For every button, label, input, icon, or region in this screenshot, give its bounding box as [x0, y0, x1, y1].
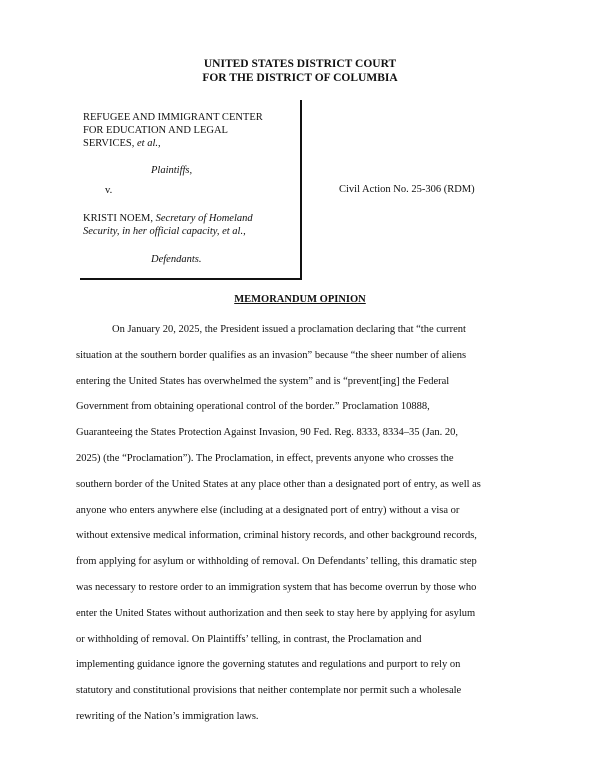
court-district: FOR THE DISTRICT OF COLUMBIA [202, 72, 398, 84]
body-line: situation at the southern border qualifies as an invasion” because “the sheer number of aliens [76, 349, 467, 361]
defendant-title-cont: Security, in her official capacity, et al., [83, 226, 246, 237]
plaintiff-line-last [83, 137, 293, 150]
body-line: statutory and constitutional provisions that neither contemplate nor permit such a wholesale [76, 685, 462, 697]
body-line: 2025) (the “Proclamation”). The Proclamation, in effect, prevents anyone who crosses the [76, 452, 454, 464]
defendant-role: Defendants. [151, 254, 202, 265]
body-line: Government from obtaining operational control of the border.” Proclamation 10888, [76, 401, 430, 413]
opinion-paragraph [76, 317, 536, 730]
plaintiff-line: REFUGEE AND IMMIGRANT CENTER [83, 112, 263, 123]
body-line: from applying for asylum or withholding of removal. On Defendants’ telling, this dramatic step [76, 556, 477, 568]
plaintiff-line: SERVICES, [83, 138, 135, 149]
defendant-line-1 [83, 212, 298, 225]
defendant-name: KRISTI NOEM, [83, 213, 153, 224]
plaintiff-party [83, 111, 293, 150]
civil-action-number: Civil Action No. 25-306 (RDM) [339, 184, 475, 195]
plaintiff-role: Plaintiffs, [151, 165, 193, 176]
case-caption [80, 100, 302, 280]
body-line: On January 20, 2025, the President issued a proclamation declaring that “the current [112, 324, 466, 335]
court-heading [0, 57, 600, 85]
body-line: enter the United States without authorization and then seek to stay here by applying for asylum [76, 607, 476, 619]
body-line: anyone who enters anywhere else (including at a designated port of entry) without a visa or [76, 504, 460, 516]
body-line: implementing guidance ignore the governing statutes and regulations and purport to rely on [76, 659, 461, 671]
body-line: Guaranteeing the States Protection Against Invasion, 90 Fed. Reg. 8333, 8334–35 (Jan. 20, [76, 427, 459, 439]
defendant-line-2 [83, 225, 298, 238]
body-line: rewriting of the Nation’s immigration laws. [76, 710, 259, 722]
body-line: was necessary to restore order to an immigration system that has become overrun by those who [76, 581, 477, 593]
body-line: without extensive medical information, criminal history records, and other background records, [76, 530, 477, 542]
body-line: or withholding of removal. On Plaintiffs’ telling, in contrast, the Proclamation and [76, 633, 422, 645]
defendant-party [83, 212, 298, 238]
memo-title: MEMORANDUM OPINION [234, 294, 366, 305]
plaintiff-etal: et al., [137, 138, 161, 149]
versus: v. [105, 185, 113, 196]
body-line: southern border of the United States at any place other than a designated port of entry, as well as [76, 478, 481, 490]
plaintiff-line: FOR EDUCATION AND LEGAL [83, 125, 228, 136]
body-line: entering the United States has overwhelmed the system” and is “prevent[ing] the Federal [76, 375, 450, 387]
court-name: UNITED STATES DISTRICT COURT [203, 58, 397, 70]
defendant-title: Secretary of Homeland [155, 213, 253, 224]
